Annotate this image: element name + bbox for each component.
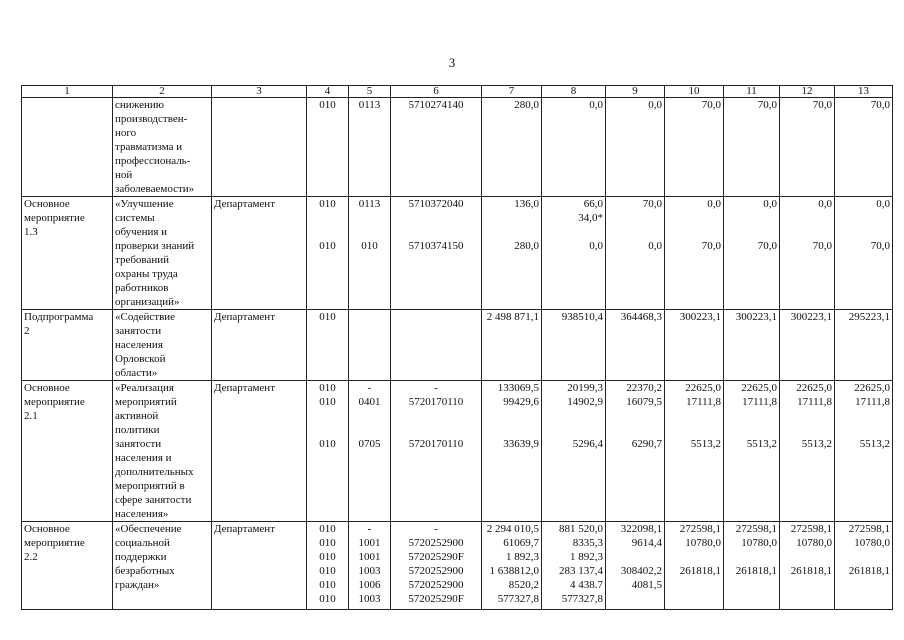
amount-cell: 295223,1 — [835, 310, 893, 381]
value-line: 17111,8 — [855, 396, 890, 408]
row-code-cell — [22, 381, 113, 522]
value-line: 5720170110 — [408, 438, 464, 450]
value-line: 99429,6 — [503, 396, 539, 408]
spacer — [393, 409, 479, 437]
code-line: мероприятие — [24, 396, 85, 408]
value-line: 272598,1 — [735, 523, 777, 535]
spacer — [608, 409, 662, 437]
amount-cell: 2 498 871,1 — [482, 310, 542, 381]
row-name-cell — [113, 522, 212, 610]
value-line: - — [367, 523, 372, 535]
value-line: 5513,2 — [690, 438, 721, 450]
value-line: 261818,1 — [735, 565, 777, 577]
value-line: 33639,9 — [503, 438, 539, 450]
name-line: ной — [115, 169, 133, 181]
name-line: дополнительных — [115, 466, 194, 478]
row-code-cell — [22, 98, 113, 197]
value-line: 22625,0 — [796, 382, 832, 394]
amount-cell: 280,0 — [482, 98, 542, 197]
amount-cell: 300223,1 — [724, 310, 780, 381]
value-line: 0,0 — [876, 198, 890, 210]
row-code-cell — [22, 310, 113, 381]
value-line: 22625,0 — [741, 382, 777, 394]
value-line: 10780,0 — [796, 537, 832, 549]
value-line: 8335,3 — [572, 537, 603, 549]
value-line: 34,0* — [578, 212, 603, 224]
value-line: 010 — [319, 537, 336, 549]
spacer — [484, 211, 539, 239]
value-line: 010 — [319, 438, 336, 450]
value-line: 1003 — [358, 593, 381, 605]
value-line: 17111,8 — [742, 396, 777, 408]
amount-cell — [482, 197, 542, 310]
amount-cell: 364468,3 — [606, 310, 665, 381]
col-header: 12 — [780, 86, 835, 98]
table-row — [22, 522, 893, 610]
col-header: 10 — [665, 86, 724, 98]
name-line: области» — [115, 367, 158, 379]
value-line: 10780,0 — [741, 537, 777, 549]
name-line: политики — [115, 424, 160, 436]
value-line: 70,0 — [870, 240, 890, 252]
amount-cell — [665, 197, 724, 310]
value-line: 0,0 — [707, 198, 721, 210]
name-line: социальной — [115, 537, 170, 549]
col-header: 13 — [835, 86, 893, 98]
value-line: 4081,5 — [631, 579, 662, 591]
amount-cell: 300223,1 — [665, 310, 724, 381]
value-line: 0,0 — [763, 198, 777, 210]
value-line: 5296,4 — [572, 438, 603, 450]
page-number: 3 — [448, 55, 456, 70]
value-line: 14902,9 — [567, 396, 603, 408]
value-line: 1 892,3 — [506, 551, 539, 563]
value-line: 133069,5 — [497, 382, 539, 394]
value-line: 22625,0 — [685, 382, 721, 394]
code-line: Основное — [24, 523, 70, 535]
table-row — [22, 98, 893, 197]
spacer — [837, 409, 890, 437]
amount-cell: 300223,1 — [780, 310, 835, 381]
value-line: 010 — [319, 593, 336, 605]
name-line: «Улучшение — [115, 198, 174, 210]
value-line: 272598,1 — [790, 523, 832, 535]
csr-cell — [391, 381, 482, 522]
amount-cell — [835, 197, 893, 310]
col-header: 6 — [391, 86, 482, 98]
col-header: 9 — [606, 86, 665, 98]
table-row — [22, 197, 893, 310]
value-line: 10780,0 — [685, 537, 721, 549]
rzpr-cell: 0113 — [349, 98, 391, 197]
value-line: 0113 — [358, 198, 381, 210]
name-line: охраны труда — [115, 268, 178, 280]
value-line: 70,0 — [812, 240, 832, 252]
col-header: 4 — [307, 86, 349, 98]
col-header: 8 — [542, 86, 606, 98]
value-line: 1003 — [358, 565, 381, 577]
value-line: 272598,1 — [679, 523, 721, 535]
amount-cell: 70,0 — [724, 98, 780, 197]
amount-cell — [724, 381, 780, 522]
rzpr-cell — [349, 310, 391, 381]
value-line: 16079,5 — [626, 396, 662, 408]
value-line: 22625,0 — [854, 382, 890, 394]
value-line: 283 137,4 — [559, 565, 603, 577]
value-line: 010 — [319, 382, 336, 394]
value-line: 17111,8 — [797, 396, 832, 408]
name-line: «Содействие — [115, 311, 176, 323]
col-header: 7 — [482, 86, 542, 98]
value-line: 010 — [319, 240, 336, 252]
name-line: «Обеспечение — [115, 523, 182, 535]
value-line: 17111,8 — [686, 396, 721, 408]
code-line: Подпрограмма — [24, 311, 94, 323]
value-line: 5710374150 — [408, 240, 464, 252]
spacer — [837, 211, 890, 239]
value-line: 572025290F — [408, 593, 464, 605]
col-header: 1 — [22, 86, 113, 98]
executor-cell: Департамент — [212, 197, 307, 310]
name-line: населения и — [115, 452, 172, 464]
value-line: 0,0 — [818, 198, 832, 210]
value-line: 5513,2 — [801, 438, 832, 450]
value-line: 1006 — [358, 579, 381, 591]
amount-cell — [542, 381, 606, 522]
value-line: 2 294 010,5 — [486, 523, 539, 535]
executor-cell: Департамент — [212, 310, 307, 381]
value-line: 1 638812,0 — [489, 565, 539, 577]
name-line: занятости — [115, 325, 162, 337]
value-line: 5720252900 — [408, 565, 464, 577]
executor-cell — [212, 98, 307, 197]
grbs-cell — [307, 197, 349, 310]
row-name-cell — [113, 197, 212, 310]
spacer — [309, 211, 346, 239]
column-number-row — [22, 86, 893, 98]
value-line: 322098,1 — [620, 523, 662, 535]
value-line: 5720252900 — [408, 537, 464, 549]
value-line: 0,0 — [589, 240, 603, 252]
spacer — [351, 409, 388, 437]
value-line: - — [367, 382, 372, 394]
grbs-cell: 010 — [307, 310, 349, 381]
name-line: безработных — [115, 565, 175, 577]
csr-cell — [391, 310, 482, 381]
value-line: 6290,7 — [631, 438, 662, 450]
amount-cell — [835, 522, 893, 610]
name-line: ного — [115, 127, 137, 139]
spacer — [837, 550, 890, 564]
amount-cell: 938510,4 — [542, 310, 606, 381]
col-header: 11 — [724, 86, 780, 98]
code-line: 2.1 — [24, 410, 38, 422]
name-line: мероприятий в — [115, 480, 185, 492]
name-line: поддержки — [115, 551, 167, 563]
code-line: мероприятие — [24, 537, 85, 549]
amount-cell — [724, 197, 780, 310]
program-table — [21, 85, 893, 610]
name-line: заболеваемости» — [115, 183, 195, 195]
grbs-cell — [307, 381, 349, 522]
amount-cell — [606, 197, 665, 310]
value-line: 5513,2 — [746, 438, 777, 450]
value-line: 577327,8 — [561, 593, 603, 605]
name-line: граждан» — [115, 579, 160, 591]
spacer — [667, 550, 721, 564]
rzpr-cell — [349, 381, 391, 522]
code-line: 2.2 — [24, 551, 38, 563]
rzpr-cell — [349, 522, 391, 610]
name-line: производствен- — [115, 113, 188, 125]
csr-cell — [391, 522, 482, 610]
code-line: 2 — [24, 325, 30, 337]
name-line: Орловской — [115, 353, 166, 365]
amount-cell — [606, 522, 665, 610]
amount-cell — [780, 522, 835, 610]
amount-cell — [606, 381, 665, 522]
amount-cell — [542, 522, 606, 610]
value-line: 881 520,0 — [559, 523, 603, 535]
value-line: 20199,3 — [567, 382, 603, 394]
row-code-cell — [22, 197, 113, 310]
value-line: 577327,8 — [497, 593, 539, 605]
spacer — [782, 550, 832, 564]
value-line: 0401 — [358, 396, 381, 408]
code-line: 1.3 — [24, 226, 38, 238]
name-line: обучения и — [115, 226, 168, 238]
col-header: 5 — [349, 86, 391, 98]
name-line: населения — [115, 339, 163, 351]
value-line: 010 — [319, 198, 336, 210]
value-line: 010 — [319, 523, 336, 535]
value-line: 1001 — [358, 537, 381, 549]
amount-cell — [665, 381, 724, 522]
amount-cell — [542, 197, 606, 310]
amount-cell — [780, 197, 835, 310]
value-line: 272598,1 — [848, 523, 890, 535]
name-line: требований — [115, 254, 170, 266]
value-line: 5720252900 — [408, 579, 464, 591]
name-line: организаций» — [115, 296, 180, 308]
spacer — [608, 211, 662, 239]
value-line: 136,0 — [514, 198, 539, 210]
value-line: 9614,4 — [631, 537, 662, 549]
name-line: активной — [115, 410, 159, 422]
amount-cell: 70,0 — [780, 98, 835, 197]
name-line: населения» — [115, 508, 169, 520]
value-line: 5710372040 — [408, 198, 464, 210]
value-line: 66,0 — [583, 198, 603, 210]
spacer — [544, 225, 603, 239]
name-line: системы — [115, 212, 155, 224]
value-line: 010 — [319, 579, 336, 591]
value-line: 61069,7 — [503, 537, 539, 549]
value-line: 1 892,3 — [570, 551, 603, 563]
spacer — [393, 211, 479, 239]
csr-cell — [391, 197, 482, 310]
value-line: 22370,2 — [626, 382, 662, 394]
value-line: 280,0 — [514, 240, 539, 252]
name-line: снижению — [115, 99, 164, 111]
amount-cell — [724, 522, 780, 610]
row-name-cell — [113, 98, 212, 197]
amount-cell — [482, 381, 542, 522]
value-line: 0,0 — [648, 240, 662, 252]
spacer — [782, 409, 832, 437]
spacer — [726, 409, 777, 437]
value-line: 010 — [319, 396, 336, 408]
spacer — [351, 211, 388, 239]
value-line: 308402,2 — [620, 565, 662, 577]
amount-cell: 70,0 — [835, 98, 893, 197]
value-line: - — [434, 523, 438, 535]
value-line: 70,0 — [757, 240, 777, 252]
col-header: 2 — [113, 86, 212, 98]
amount-cell — [665, 522, 724, 610]
value-line: 8520,2 — [508, 579, 539, 591]
code-line: мероприятие — [24, 212, 85, 224]
spacer — [667, 211, 721, 239]
grbs-cell — [307, 522, 349, 610]
row-name-cell — [113, 381, 212, 522]
spacer — [726, 550, 777, 564]
value-line: 0705 — [358, 438, 381, 450]
name-line: травматизма и — [115, 141, 183, 153]
csr-cell: 5710274140 — [391, 98, 482, 197]
value-line: 572025290F — [408, 551, 464, 563]
code-line: Основное — [24, 198, 70, 210]
value-line: 010 — [319, 565, 336, 577]
name-line: занятости — [115, 438, 162, 450]
table-row — [22, 381, 893, 522]
value-line: 10780,0 — [854, 537, 890, 549]
col-header: 3 — [212, 86, 307, 98]
value-line: 010 — [319, 551, 336, 563]
rzpr-cell — [349, 197, 391, 310]
spacer — [667, 409, 721, 437]
value-line: 70,0 — [701, 240, 721, 252]
value-line: 5513,2 — [859, 438, 890, 450]
spacer — [608, 550, 662, 564]
amount-cell: 0,0 — [542, 98, 606, 197]
name-line: проверки знаний — [115, 240, 195, 252]
row-name-cell — [113, 310, 212, 381]
name-line: мероприятий — [115, 396, 177, 408]
name-line: «Реализация — [115, 382, 174, 394]
spacer — [726, 211, 777, 239]
value-line: 261818,1 — [790, 565, 832, 577]
value-line: 4 438.7 — [570, 579, 603, 591]
value-line: - — [434, 382, 438, 394]
amount-cell — [780, 381, 835, 522]
name-line: работников — [115, 282, 169, 294]
amount-cell: 70,0 — [665, 98, 724, 197]
name-line: сфере занятости — [115, 494, 192, 506]
value-line: 261818,1 — [679, 565, 721, 577]
value-line: 1001 — [358, 551, 381, 563]
spacer — [544, 409, 603, 437]
executor-cell: Департамент — [212, 381, 307, 522]
value-line: 70,0 — [642, 198, 662, 210]
amount-cell — [482, 522, 542, 610]
row-code-cell — [22, 522, 113, 610]
table-row — [22, 310, 893, 381]
spacer — [484, 409, 539, 437]
name-line: профессиональ- — [115, 155, 191, 167]
grbs-cell: 010 — [307, 98, 349, 197]
amount-cell — [835, 381, 893, 522]
value-line: 5720170110 — [408, 396, 464, 408]
spacer — [309, 409, 346, 437]
spacer — [782, 211, 832, 239]
code-line: Основное — [24, 382, 70, 394]
executor-cell: Департамент — [212, 522, 307, 610]
amount-cell: 0,0 — [606, 98, 665, 197]
value-line: 010 — [361, 240, 378, 252]
value-line: 261818,1 — [848, 565, 890, 577]
